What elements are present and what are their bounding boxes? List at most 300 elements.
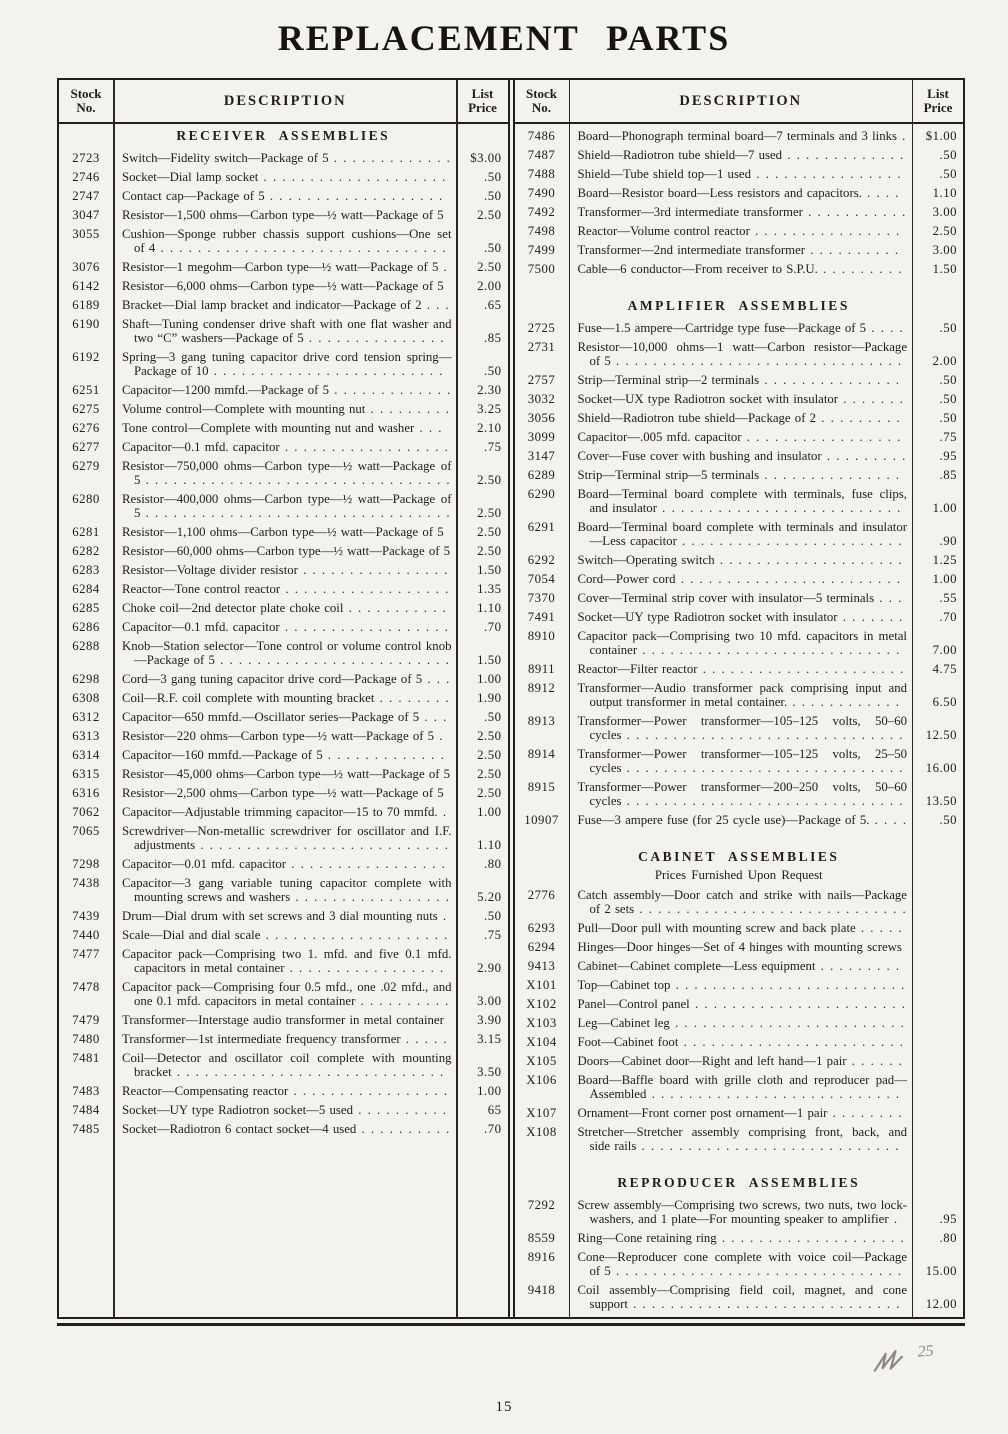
stock-no: 2757 bbox=[527, 373, 556, 387]
stock-no: 6292 bbox=[527, 553, 556, 567]
parts-row bbox=[59, 852, 508, 871]
part-description bbox=[122, 824, 452, 852]
part-price: .50 bbox=[484, 241, 502, 255]
part-description bbox=[578, 430, 908, 444]
part-description-text: Resistor—750,000 ohms—Carbon type—½ watt—Package of 5 bbox=[122, 459, 452, 487]
stock-no: 7062 bbox=[72, 805, 100, 819]
part-description-text: Catch assembly—Door catch and strike with nails—Package of 2 sets bbox=[577, 888, 907, 916]
dot-leader: . . . . . . . . . . . . . . . . . . . . bbox=[258, 170, 447, 184]
parts-row bbox=[59, 577, 508, 596]
dot-leader: . . . . . . . . . . . . . . . . bbox=[297, 563, 449, 577]
stock-no: 6283 bbox=[72, 563, 100, 577]
column-divider bbox=[508, 80, 515, 1317]
stock-no: 6275 bbox=[72, 402, 100, 416]
dot-leader: . . . . . . . . . . . . . bbox=[322, 748, 445, 762]
dot-leader: . . . . . . . . . . . . . . . . . . . . . . . . bbox=[676, 534, 903, 548]
left-rows bbox=[59, 124, 508, 1142]
part-price: 16.00 bbox=[925, 761, 957, 775]
part-description-text: Capacitor—0.1 mfd. capacitor bbox=[122, 620, 280, 634]
part-price: .50 bbox=[939, 392, 957, 406]
parts-row bbox=[515, 775, 964, 808]
part-description-cell bbox=[113, 525, 458, 539]
part-description-text: Capacitor—Adjustable trimming capacitor—15 to 70 mmfd. bbox=[122, 805, 438, 819]
list-price-header: List Price bbox=[923, 86, 953, 115]
dot-leader: . bbox=[434, 729, 444, 743]
stock-no: 3076 bbox=[72, 260, 100, 274]
part-description bbox=[122, 748, 452, 762]
dot-leader: . . . . . . . . . . . . . . . . . bbox=[284, 961, 445, 975]
part-description-cell bbox=[569, 205, 914, 219]
dot-leader: . . . . . . . . bbox=[827, 1106, 903, 1120]
part-description bbox=[122, 620, 452, 634]
part-description-text: Cabinet—Cabinet complete—Less equipment bbox=[577, 959, 816, 973]
parts-row bbox=[59, 923, 508, 942]
stock-no: X104 bbox=[526, 1035, 557, 1049]
part-description-text: Reactor—Filter reactor bbox=[577, 662, 698, 676]
part-description-text: Fuse—3 ampere fuse (for 25 cycle use)—Package of 5. bbox=[577, 813, 870, 827]
part-description bbox=[578, 449, 908, 463]
parts-row bbox=[59, 397, 508, 416]
part-description-cell bbox=[113, 227, 458, 255]
part-description-cell bbox=[569, 392, 914, 406]
stock-no: 2723 bbox=[72, 151, 100, 165]
part-description bbox=[122, 980, 452, 1008]
part-description bbox=[578, 487, 908, 515]
part-description-text: Resistor—220 ohms—Carbon type—½ watt—Package of 5 bbox=[122, 729, 435, 743]
part-price: .50 bbox=[484, 364, 502, 378]
dot-leader: . . . . . . . . . . . . . . . . . . . . . . . . bbox=[675, 572, 902, 586]
part-price: .50 bbox=[939, 148, 957, 162]
right-rows bbox=[515, 124, 964, 1317]
stock-no: X102 bbox=[526, 997, 557, 1011]
parts-row bbox=[515, 1278, 964, 1311]
parts-row bbox=[59, 274, 508, 293]
list-price-header: List Price bbox=[468, 86, 497, 115]
part-description bbox=[122, 492, 452, 520]
part-price: .50 bbox=[939, 167, 957, 181]
part-description-cell bbox=[569, 1035, 914, 1049]
part-description bbox=[122, 563, 452, 577]
parts-row bbox=[515, 238, 964, 257]
dot-leader: . . . . . . . . . . . . . . . . . . . . . . . . . . . . . bbox=[171, 1065, 445, 1079]
part-description bbox=[122, 151, 452, 165]
part-description-cell bbox=[569, 373, 914, 387]
part-description-text: Pull—Door pull with mounting screw and back plate bbox=[577, 921, 856, 935]
part-description-cell bbox=[569, 978, 914, 992]
part-description-cell bbox=[569, 340, 914, 368]
parts-row bbox=[515, 387, 964, 406]
stock-no: 7487 bbox=[527, 148, 556, 162]
part-description bbox=[578, 1106, 908, 1120]
part-description-cell bbox=[569, 1198, 914, 1226]
part-description-cell bbox=[569, 186, 914, 200]
dot-leader: . . . . . . . . . . . . bbox=[787, 695, 900, 709]
dot-leader: . . . . . . . . . . . . . . . . . bbox=[741, 430, 902, 444]
part-description-cell bbox=[569, 411, 914, 425]
part-price: 2.50 bbox=[477, 525, 502, 539]
stock-no: 7486 bbox=[527, 129, 556, 143]
stock-no: 2725 bbox=[527, 321, 556, 335]
parts-section bbox=[515, 845, 964, 1153]
stock-no: 9418 bbox=[527, 1283, 556, 1297]
stock-no: X106 bbox=[526, 1073, 557, 1087]
stock-no: 2731 bbox=[527, 340, 556, 354]
part-price: .80 bbox=[484, 857, 502, 871]
parts-row bbox=[59, 615, 508, 634]
parts-row bbox=[59, 1079, 508, 1098]
parts-row bbox=[59, 487, 508, 520]
part-description-cell bbox=[113, 1051, 458, 1079]
part-description-text: Coil—Detector and oscillator coil complete with mounting bracket bbox=[122, 1051, 452, 1079]
part-price: .50 bbox=[939, 813, 957, 827]
part-description bbox=[122, 582, 452, 596]
stock-no: 7485 bbox=[72, 1122, 100, 1136]
part-description-text: Transformer—Interstage audio transformer in metal container bbox=[122, 1013, 444, 1027]
part-price: 3.15 bbox=[477, 1032, 502, 1046]
part-description bbox=[578, 392, 908, 406]
part-description-cell bbox=[569, 468, 914, 482]
part-description-cell bbox=[113, 805, 458, 819]
part-description bbox=[578, 813, 908, 827]
part-description bbox=[122, 317, 452, 345]
part-price: 1.50 bbox=[477, 563, 502, 577]
part-price: 2.30 bbox=[477, 383, 502, 397]
part-description bbox=[578, 888, 908, 916]
stock-no: 6308 bbox=[72, 691, 100, 705]
part-price: .70 bbox=[484, 1122, 502, 1136]
parts-row bbox=[515, 316, 964, 335]
stock-no: 2747 bbox=[72, 189, 100, 203]
part-price: .65 bbox=[484, 298, 502, 312]
part-description-cell bbox=[113, 710, 458, 724]
parts-row bbox=[515, 742, 964, 775]
handwritten-note-text: 25 bbox=[917, 1342, 935, 1361]
part-price: 1.50 bbox=[477, 653, 502, 667]
parts-row bbox=[59, 146, 508, 165]
part-price: 1.00 bbox=[932, 501, 957, 515]
dot-leader: . . . . . . . . . . . . . . . . . . . . bbox=[260, 928, 449, 942]
part-description-text: Board—Terminal board complete with terminals, fuse clips, and insulator bbox=[577, 487, 907, 515]
parts-row bbox=[59, 975, 508, 1008]
part-description-cell bbox=[569, 591, 914, 605]
parts-row bbox=[515, 181, 964, 200]
part-description-cell bbox=[113, 947, 458, 975]
dot-leader: . . . . . . . . . . . . . . . . . . . . . . . . . . . . . . . bbox=[610, 1264, 903, 1278]
part-price: .70 bbox=[939, 610, 957, 624]
part-description-cell bbox=[569, 129, 914, 143]
stock-no: 6281 bbox=[72, 525, 100, 539]
stock-no: 7440 bbox=[72, 928, 100, 942]
parts-row bbox=[59, 634, 508, 667]
part-description bbox=[578, 1016, 908, 1030]
part-description-text: Board—Baffle board with grille cloth and reproducer pad—Assembled bbox=[577, 1073, 907, 1101]
parts-row bbox=[59, 705, 508, 724]
part-description-text: Resistor—1,100 ohms—Carbon type—½ watt—Package of 5 bbox=[122, 525, 444, 539]
stock-no: 3056 bbox=[527, 411, 556, 425]
part-description-text: Shield—Radiotron tube shield—7 used bbox=[577, 148, 783, 162]
dot-leader: . . . . . . . . . . . . . . . bbox=[759, 468, 901, 482]
stock-no: 7438 bbox=[72, 876, 100, 890]
part-price: 15.00 bbox=[925, 1264, 957, 1278]
part-description-text: Reactor—Compensating reactor bbox=[122, 1084, 289, 1098]
part-description-cell bbox=[569, 747, 914, 775]
dot-leader: . . . . . . . . bbox=[374, 691, 450, 705]
part-price: 2.50 bbox=[477, 260, 502, 274]
parts-section bbox=[515, 1171, 964, 1311]
part-description bbox=[122, 525, 452, 539]
part-description-text: Fuse—1.5 ampere—Cartridge type fuse—Package of 5 bbox=[577, 321, 867, 335]
parts-row bbox=[515, 143, 964, 162]
dot-leader: . . . . . . . . . . . . . . . . bbox=[749, 224, 901, 238]
dot-leader: . . . . . . . . . . . . . bbox=[782, 148, 905, 162]
parts-row bbox=[515, 883, 964, 916]
stock-no: 8916 bbox=[527, 1250, 556, 1264]
part-price: .55 bbox=[939, 591, 957, 605]
stock-no: 8912 bbox=[527, 681, 556, 695]
part-description-text: Resistor—400,000 ohms—Carbon type—½ watt—Package of 5 bbox=[122, 492, 452, 520]
dot-leader: . . . . . bbox=[400, 1032, 448, 1046]
part-description-cell bbox=[113, 691, 458, 705]
parts-row bbox=[515, 1068, 964, 1101]
parts-row bbox=[515, 257, 964, 276]
dot-leader: . . . . . . . . . bbox=[365, 402, 450, 416]
part-price: 1.00 bbox=[477, 672, 502, 686]
part-description-text: Strip—Terminal strip—5 terminals bbox=[577, 468, 760, 482]
dot-leader: . . . bbox=[419, 710, 448, 724]
part-description-text: Knob—Station selector—Tone control or volume control knob—Package of 5 bbox=[122, 639, 452, 667]
dot-leader: . . . . . . . . . . . . . . . . . . . . . . . . . . . . . . . . . bbox=[140, 473, 451, 487]
part-description bbox=[122, 639, 452, 667]
stock-no-header: Stock No. bbox=[70, 86, 102, 115]
part-description bbox=[122, 928, 452, 942]
parts-row bbox=[515, 124, 964, 143]
part-price: .75 bbox=[484, 440, 502, 454]
stock-no: 7488 bbox=[527, 167, 556, 181]
part-description bbox=[122, 1032, 452, 1046]
part-description-text: Transformer—3rd intermediate transformer bbox=[577, 205, 803, 219]
parts-row bbox=[59, 539, 508, 558]
stock-no: X108 bbox=[526, 1125, 557, 1139]
part-description-cell bbox=[113, 317, 458, 345]
part-price: .50 bbox=[484, 189, 502, 203]
stock-no: 7477 bbox=[72, 947, 100, 961]
parts-row bbox=[515, 567, 964, 586]
dot-leader: . . . . bbox=[866, 321, 904, 335]
part-price: 1.00 bbox=[932, 572, 957, 586]
part-description-cell bbox=[113, 980, 458, 1008]
dot-leader: . . . . . . . . . . . . . . . . . bbox=[290, 890, 450, 904]
part-description-text: Resistor—Voltage divider resistor bbox=[122, 563, 298, 577]
part-price: .75 bbox=[939, 430, 957, 444]
part-description-text: Socket—UY type Radiotron socket with insulator bbox=[577, 610, 838, 624]
part-price: 3.00 bbox=[932, 243, 957, 257]
parts-row bbox=[59, 558, 508, 577]
stock-no: 6190 bbox=[72, 317, 100, 331]
part-description bbox=[578, 681, 908, 709]
dot-leader: . . . . . . . . . . . . . . . . . . . . . . . . . bbox=[670, 978, 906, 992]
dot-leader: . . . . . . . . . bbox=[816, 411, 901, 425]
part-description bbox=[122, 459, 452, 487]
parts-row bbox=[515, 935, 964, 954]
part-description-cell bbox=[569, 321, 914, 335]
part-description-cell bbox=[569, 959, 914, 973]
stock-no: 7370 bbox=[527, 591, 556, 605]
part-description-text: Reactor—Volume control reactor bbox=[577, 224, 750, 238]
dot-leader: . . . bbox=[421, 298, 450, 312]
dot-leader: . . . . . . . . . . . . . . . . . . . . . . . . . . bbox=[656, 501, 902, 515]
part-description bbox=[578, 1035, 908, 1049]
part-description-cell bbox=[569, 243, 914, 257]
part-price: 2.50 bbox=[477, 786, 502, 800]
part-description bbox=[578, 321, 908, 335]
part-description-text: Shield—Tube shield top—1 used bbox=[577, 167, 752, 181]
stock-no: 7498 bbox=[527, 224, 556, 238]
dot-leader: . . . . . . . . . . . . . . . . . . . . . . . . . . . . . . bbox=[621, 794, 904, 808]
part-description bbox=[578, 1054, 908, 1068]
part-description-cell bbox=[569, 487, 914, 515]
stock-no: 7478 bbox=[72, 980, 100, 994]
stock-no: 8914 bbox=[527, 747, 556, 761]
parts-row bbox=[59, 904, 508, 923]
part-description-cell bbox=[569, 1073, 914, 1101]
part-description-text: Stretcher—Stretcher assembly comprising front, back, and side rails bbox=[577, 1125, 907, 1153]
parts-row bbox=[515, 954, 964, 973]
part-price: .75 bbox=[484, 928, 502, 942]
part-description-cell bbox=[569, 167, 914, 181]
part-description bbox=[578, 747, 908, 775]
part-price: 3.50 bbox=[477, 1065, 502, 1079]
part-description-text: Resistor—1 megohm—Carbon type—½ watt—Package of 5 bbox=[122, 260, 439, 274]
part-price: .90 bbox=[939, 534, 957, 548]
part-price: 3.00 bbox=[477, 994, 502, 1008]
part-price: 3.25 bbox=[477, 402, 502, 416]
dot-leader: . . . bbox=[414, 421, 443, 435]
parts-row bbox=[59, 416, 508, 435]
parts-row bbox=[59, 1008, 508, 1027]
part-description-text: Doors—Cabinet door—Right and left hand—1 pair bbox=[577, 1054, 847, 1068]
stock-no: 2776 bbox=[527, 888, 556, 902]
part-price: 2.10 bbox=[477, 421, 502, 435]
part-description bbox=[578, 224, 908, 238]
dot-leader: . . . . . . . . . . . . . . . . . . . . . . . . . . . . . . bbox=[621, 761, 904, 775]
part-price: 2.50 bbox=[477, 208, 502, 222]
part-description-text: Screw assembly—Comprising two screws, two nuts, two lock-washers, and 1 plate—For mounting speaker to amplifier bbox=[577, 1198, 907, 1226]
part-description-cell bbox=[569, 224, 914, 238]
dot-leader: . . . . bbox=[861, 186, 900, 200]
part-price: 1.35 bbox=[477, 582, 502, 596]
parts-row bbox=[59, 596, 508, 615]
part-description-text: Resistor—6,000 ohms—Carbon type—½ watt—Package of 5 bbox=[122, 279, 444, 293]
part-description bbox=[122, 1051, 452, 1079]
part-description bbox=[578, 243, 908, 257]
dot-leader: . . . . . . . . . . . . . . . . . . . . . . . . . . . bbox=[195, 838, 449, 852]
pencil-scribble-icon bbox=[871, 1346, 917, 1375]
dot-leader: . . . . . . . . . . . . . . . . . . . . . . . . . . . . . bbox=[627, 1297, 901, 1311]
parts-row bbox=[515, 1120, 964, 1153]
part-price: 2.50 bbox=[477, 506, 502, 520]
part-description-cell bbox=[113, 824, 458, 852]
part-description bbox=[122, 909, 452, 923]
part-price: .50 bbox=[939, 411, 957, 425]
stock-no: 6291 bbox=[527, 520, 556, 534]
part-description-cell bbox=[569, 1125, 914, 1153]
part-description-text: Bracket—Dial lamp bracket and indicator—Package of 2 bbox=[122, 298, 422, 312]
part-description-cell bbox=[569, 430, 914, 444]
part-description-cell bbox=[569, 1106, 914, 1120]
part-price: 2.50 bbox=[477, 544, 502, 558]
page-title: REPLACEMENT PARTS bbox=[277, 18, 731, 58]
parts-row bbox=[59, 942, 508, 975]
part-description bbox=[578, 520, 908, 548]
dot-leader: . bbox=[437, 805, 448, 819]
dot-leader: . bbox=[437, 909, 448, 923]
part-price: 1.10 bbox=[477, 601, 502, 615]
part-description-text: Shaft—Tuning condenser drive shaft with one flat washer and two “C” washers—Package of 5 bbox=[122, 317, 452, 345]
parts-row bbox=[515, 973, 964, 992]
parts-row bbox=[59, 819, 508, 852]
stock-no: 6314 bbox=[72, 748, 100, 762]
part-description bbox=[578, 262, 908, 276]
part-description-text: Capacitor—650 mmfd.—Oscillator series—Package of 5 bbox=[122, 710, 420, 724]
stock-no: 6294 bbox=[527, 940, 556, 954]
dot-leader: . . . . . . . . . . . . . . . . . . . . . . . . . . . . bbox=[636, 1139, 900, 1153]
stock-no: 6312 bbox=[72, 710, 100, 724]
part-description bbox=[578, 1231, 908, 1245]
part-description bbox=[122, 421, 452, 435]
parts-row bbox=[515, 515, 964, 548]
stock-no: 8910 bbox=[527, 629, 556, 643]
part-description bbox=[122, 227, 452, 255]
part-description-cell bbox=[569, 553, 914, 567]
dot-leader: . . . . . . . . . . bbox=[805, 243, 900, 257]
part-description bbox=[122, 1013, 452, 1027]
part-description bbox=[122, 260, 452, 274]
stock-no: 6315 bbox=[72, 767, 100, 781]
part-description-text: Leg—Cabinet leg bbox=[577, 1016, 670, 1030]
part-price: 1.10 bbox=[477, 838, 502, 852]
part-description bbox=[578, 714, 908, 742]
section-title: RECEIVER ASSEMBLIES bbox=[176, 128, 391, 143]
section-title: REPRODUCER ASSEMBLIES bbox=[617, 1175, 861, 1190]
dot-leader: . bbox=[438, 260, 448, 274]
part-description-cell bbox=[113, 189, 458, 203]
stock-no: 8913 bbox=[527, 714, 556, 728]
dot-leader: . . . . . . . . . . . . . . . . . . . . . . . . . bbox=[214, 653, 450, 667]
part-description-cell bbox=[569, 681, 914, 709]
part-description-text: Socket—Dial lamp socket bbox=[122, 170, 259, 184]
part-description-cell bbox=[113, 298, 458, 312]
parts-row bbox=[515, 1193, 964, 1226]
parts-row bbox=[59, 184, 508, 203]
stock-no: 6142 bbox=[72, 279, 100, 293]
part-description bbox=[578, 553, 908, 567]
part-description-cell bbox=[569, 520, 914, 548]
part-description-text: Resistor—10,000 ohms—1 watt—Carbon resistor—Package of 5 bbox=[577, 340, 907, 368]
part-description-cell bbox=[113, 459, 458, 487]
part-description-text: Cable—6 conductor—From receiver to S.P.U. bbox=[577, 262, 818, 276]
part-description-cell bbox=[113, 1013, 458, 1027]
part-description bbox=[122, 601, 452, 615]
parts-row bbox=[59, 724, 508, 743]
part-description-cell bbox=[113, 402, 458, 416]
dot-leader: . . . bbox=[874, 591, 903, 605]
page-number: 15 bbox=[495, 1399, 513, 1415]
part-price: .50 bbox=[484, 909, 502, 923]
parts-row bbox=[515, 219, 964, 238]
parts-row bbox=[59, 1046, 508, 1079]
dot-leader: . . . . . . . . . . . . . . . . . . bbox=[280, 582, 450, 596]
dot-leader: . . . . . . . . . . . . . . . bbox=[303, 331, 445, 345]
